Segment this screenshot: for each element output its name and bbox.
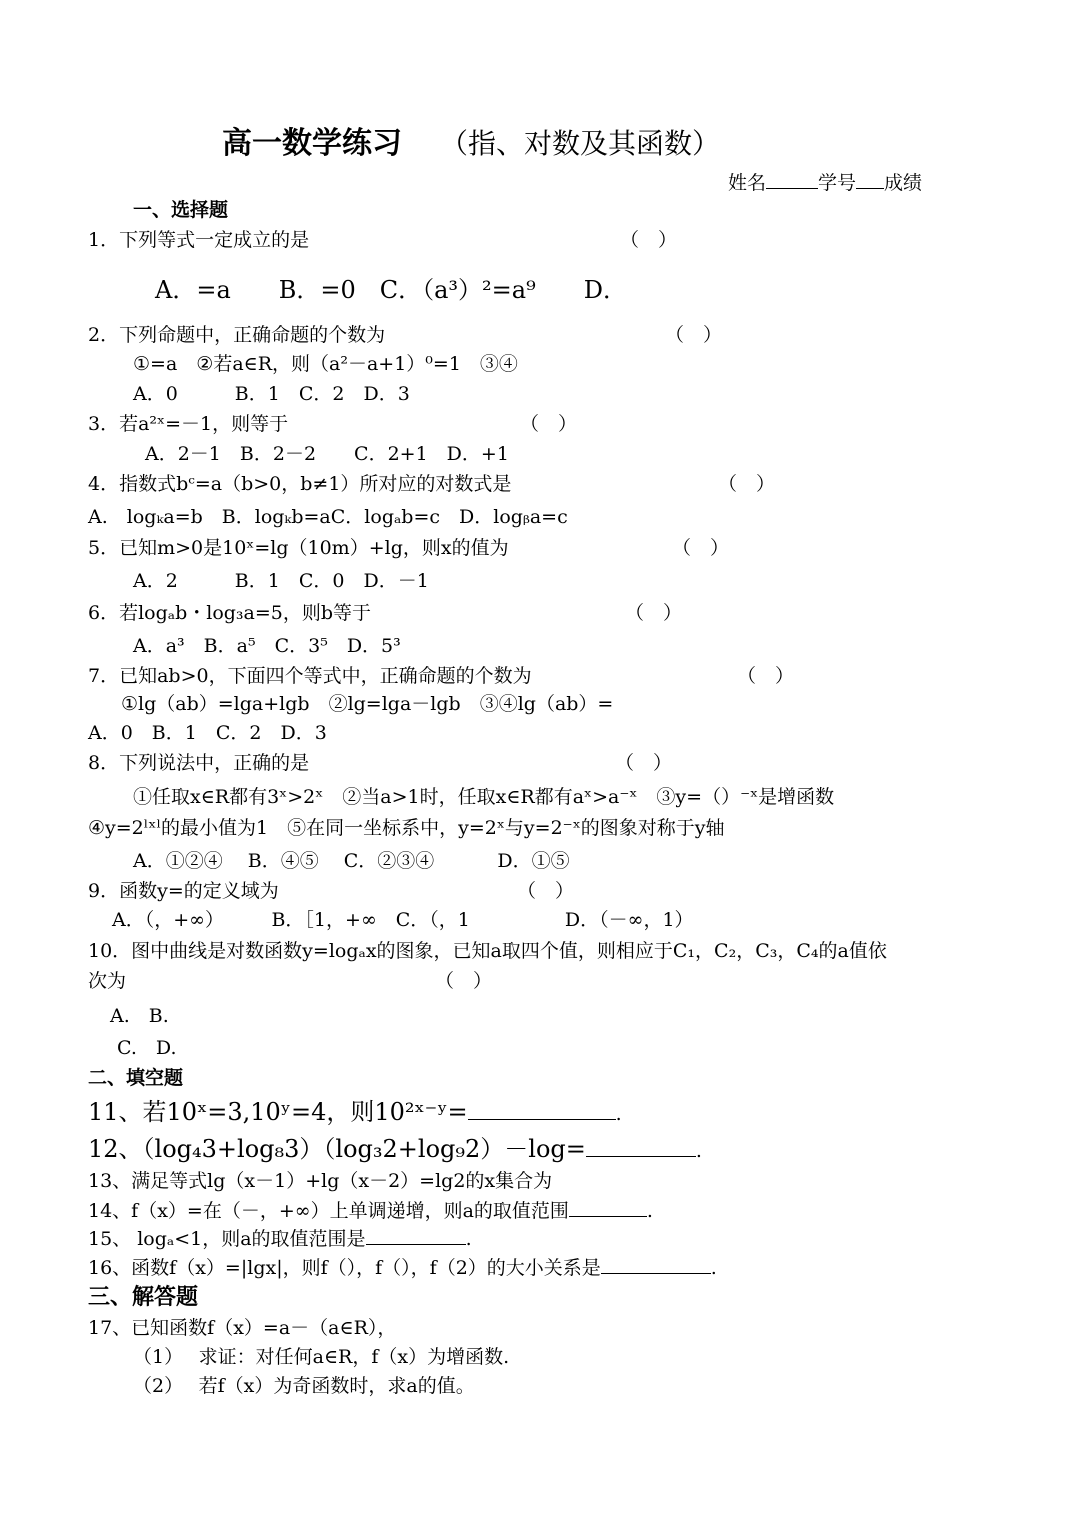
answer-bracket: （ ） [665,324,723,346]
options-2: A．0 B．1 C．2 D．3 [133,383,410,405]
question-9: 9．函数y=的定义域为 [88,880,279,902]
options-4: A. logₖa=b B．logₖb=aC．logₐb=c D．logᵦa=c [88,506,568,528]
answer-blank [468,1101,616,1120]
question-13: 13、满足等式lg（x－1）+lg（x－2）=lg2的x集合为 [88,1170,553,1192]
answer-bracket: （ ） [615,752,673,774]
answer-bracket: （ ） [620,229,678,251]
answer-blank [366,1226,466,1245]
question-17-part2: （2） 若f（x）为奇函数时，求a的值。 [133,1375,475,1397]
statements-8b: ④y=2ˡˣˡ的最小值为1 ⑤在同一坐标系中，y=2ˣ与y=2⁻ˣ的图象对称于y轴 [88,817,725,839]
period: . [646,1200,653,1222]
question-10-cont: 次为 [88,970,127,992]
answer-bracket: （ ） [520,413,578,435]
name-blank [766,170,818,189]
options-5: A．2 B．1 C．0 D．－1 [133,570,429,592]
id-label: 学号 [818,172,857,194]
section-heading: 三、解答题 [88,1284,199,1310]
question-12 [88,1135,702,1164]
answer-bracket: （ ） [517,880,575,902]
page-title: 高一数学练习 [222,126,402,161]
answer-bracket: （ ） [625,602,683,624]
period: . [615,1103,622,1125]
answer-blank [586,1138,696,1157]
score-label: 成绩 [884,172,923,194]
section-heading: 一、选择题 [133,199,229,221]
question-6: 6．若logₐb・log₃a=5，则b等于 [88,602,372,624]
name-label: 姓名 [728,172,767,194]
options-10b: C. D. [117,1037,177,1059]
student-info [728,170,922,195]
question-15-text: 15、 logₐ<1，则a的取值范围是 [88,1228,366,1250]
options-3: A．2－1 B．2－2 C．2+1 D．+1 [145,443,509,465]
answer-bracket: （ ） [737,665,795,687]
id-blank [856,170,884,189]
question-3: 3．若a²ˣ=－1，则等于 [88,413,289,435]
options-1: A．=a B．=0 C．（a³）²=a⁹ D． [155,276,627,304]
answer-blank [601,1255,711,1274]
question-7: 7．已知ab>0，下面四个等式中，正确命题的个数为 [88,665,532,687]
question-12-text: 12、（log₄3+log₈3）（log₃2+log₉2）－log= [88,1135,586,1163]
answer-bracket: （ ） [672,537,730,559]
question-16 [88,1255,717,1280]
question-2: 2．下列命题中，正确命题的个数为 [88,324,386,346]
question-14-text: 14、f（x）=在（－，+∞）上单调递增，则a的取值范围 [88,1200,569,1222]
page-subtitle: （指、对数及其函数） [440,127,721,160]
options-10a: A. B. [110,1005,169,1027]
question-17: 17、已知函数f（x）=a－（a∈R）， [88,1317,397,1339]
answer-bracket: （ ） [718,473,776,495]
question-11 [88,1098,622,1127]
period: . [695,1140,702,1162]
statements-2: ①=a ②若a∈R，则（a²－a+1）⁰=1 ③④ [133,353,518,375]
period: . [465,1228,472,1250]
options-7: A．0 B．1 C．2 D．3 [88,722,327,744]
question-1: 1．下列等式一定成立的是 [88,229,310,251]
options-9: A．（，+∞） B．［1，+∞ C．（，1 D．（－∞，1） [112,909,694,931]
statements-8a: ①任取x∈R都有3ˣ>2ˣ ②当a>1时，任取x∈R都有aˣ>a⁻ˣ ③y=（）⁻ˣ是增函数 [133,786,835,808]
question-16-text: 16、函数f（x）=|lgx|，则f（），f（），f（2）的大小关系是 [88,1257,601,1279]
question-4: 4．指数式bᶜ=a（b>0，b≠1）所对应的对数式是 [88,473,512,495]
options-8: A．①②④ B．④⑤ C．②③④ D．①⑤ [133,850,570,872]
options-6: A．a³ B．a⁵ C．3⁵ D．5³ [133,635,401,657]
question-8: 8．下列说法中，正确的是 [88,752,310,774]
question-10: 10．图中曲线是对数函数y=logₐx的图象，已知a取四个值，则相应于C₁，C₂，C₃，C₄的a值依 [88,940,887,962]
answer-blank [569,1198,647,1217]
question-14 [88,1198,653,1223]
question-15 [88,1226,472,1251]
question-5: 5．已知m>0是10ˣ=lg（10m）+lg，则x的值为 [88,537,509,559]
statements-7: ①lg（ab）=lga+lgb ②lg=lga－lgb ③④lg（ab）= [121,693,614,715]
period: . [710,1257,717,1279]
answer-bracket: （ ） [435,970,493,992]
question-17-part1: （1） 求证：对任何a∈R，f（x）为增函数. [133,1346,510,1368]
section-heading: 二、填空题 [88,1067,184,1089]
question-11-text: 11、若10ˣ=3,10ʸ=4，则10²ˣ⁻ʸ= [88,1098,468,1126]
